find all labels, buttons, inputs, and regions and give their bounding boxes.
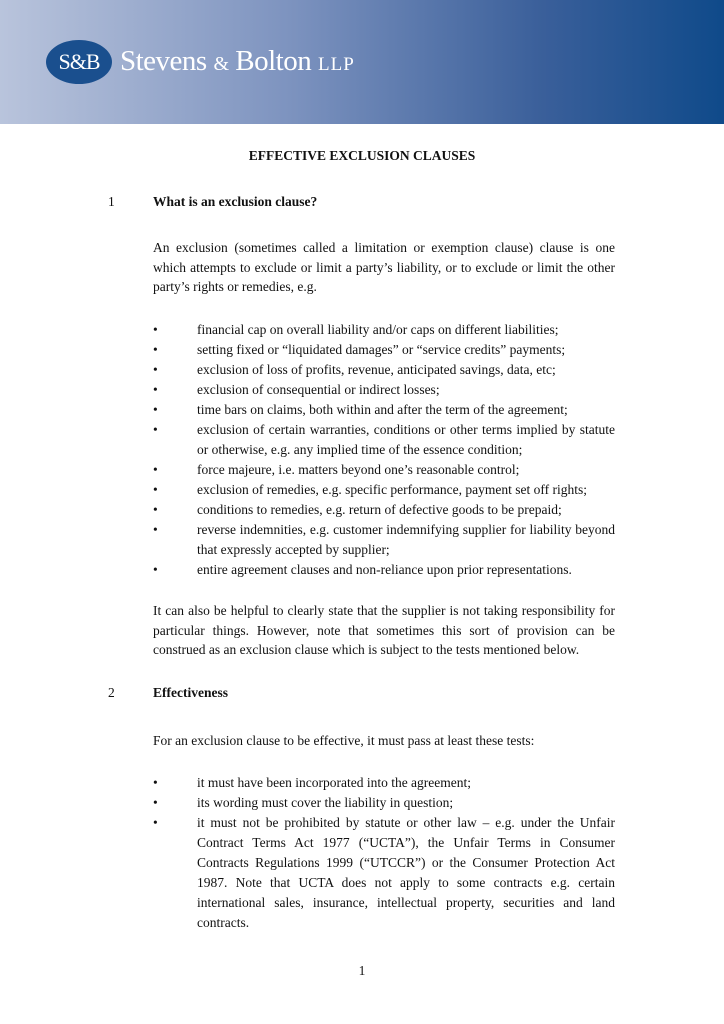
bullet-icon: • [153, 362, 158, 377]
list-item: • exclusion of loss of profits, revenue, anticipated savings, data, etc; [153, 360, 615, 380]
list-item: • exclusion of consequential or indirect losses; [153, 380, 615, 400]
bullet-icon: • [153, 502, 158, 517]
list-item: • it must not be prohibited by statute or other law – e.g. under the Unfair Contract Terms Act 1977 (“UCTA”), the Unfair Terms in Consumer Contracts Regulations 1999 (“UTCCR”) or the Consumer Protection Act 1987. Note that UCTA does not apply to some contracts e.g. certain international sales, insurance, intellectual property, securities and land contracts. [153, 815, 615, 930]
document-title: EFFECTIVE EXCLUSION CLAUSES [248, 148, 476, 163]
firm-logo-text [120, 45, 355, 78]
header-banner [0, 0, 724, 124]
bullet-icon: • [153, 422, 158, 437]
section-intro: For an exclusion clause to be effective, it must pass at least these tests: [153, 733, 535, 748]
list-item: • setting fixed or “liquidated damages” or “service credits” payments; [153, 340, 615, 360]
section-number: 1 [108, 194, 115, 209]
section-heading: Effectiveness [153, 685, 228, 700]
bullet-list [153, 320, 615, 580]
bullet-list [153, 773, 615, 933]
bullet-icon: • [153, 815, 158, 830]
page-number: 1 [358, 963, 366, 978]
bullet-icon: • [153, 342, 158, 357]
list-item: • conditions to remedies, e.g. return of defective goods to be prepaid; [153, 500, 615, 520]
section-heading: What is an exclusion clause? [153, 194, 318, 209]
firm-suffix: LLP [318, 54, 355, 75]
list-item: • entire agreement clauses and non-reliance upon prior representations. [153, 560, 615, 580]
bullet-icon: • [153, 462, 158, 477]
list-item: • reverse indemnities, e.g. customer indemnifying supplier for liability beyond that expressly accepted by supplier; [153, 522, 615, 557]
list-item: • financial cap on overall liability and/or caps on different liabilities; [153, 320, 615, 340]
section-intro: An exclusion (sometimes called a limitation or exemption clause) clause is one which attempts to exclude or limit a party’s liability, or to exclude or limit the other party’s rights or remedies, e.g. [153, 240, 615, 294]
bullet-icon: • [153, 795, 158, 810]
bullet-icon: • [153, 402, 158, 417]
list-item: • exclusion of remedies, e.g. specific performance, payment set off rights; [153, 480, 615, 500]
logo-mark-text: S&B [58, 49, 100, 74]
list-item: • time bars on claims, both within and after the term of the agreement; [153, 400, 615, 420]
list-item: • its wording must cover the liability in question; [153, 793, 615, 813]
list-item: • exclusion of certain warranties, conditions or other terms implied by statute or otherwise, e.g. any implied time of the essence condition; [153, 422, 615, 457]
bullet-icon: • [153, 482, 158, 497]
section-closing: It can also be helpful to clearly state that the supplier is not taking responsibility for particular things. However, note that sometimes this sort of provision can be construed as an exclusion clause which is subject to the tests mentioned below. [153, 603, 615, 657]
firm-name-2: Bolton [235, 45, 312, 77]
firm-name: Stevens [120, 45, 207, 77]
list-item: • it must have been incorporated into the agreement; [153, 773, 615, 793]
list-item: • force majeure, i.e. matters beyond one’s reasonable control; [153, 460, 615, 480]
section-number: 2 [108, 685, 115, 700]
bullet-icon: • [153, 322, 158, 337]
firm-logo-mark [46, 40, 112, 84]
bullet-icon: • [153, 775, 158, 790]
bullet-icon: • [153, 562, 158, 577]
bullet-icon: • [153, 522, 158, 537]
bullet-icon: • [153, 382, 158, 397]
firm-amp: & [213, 53, 229, 75]
